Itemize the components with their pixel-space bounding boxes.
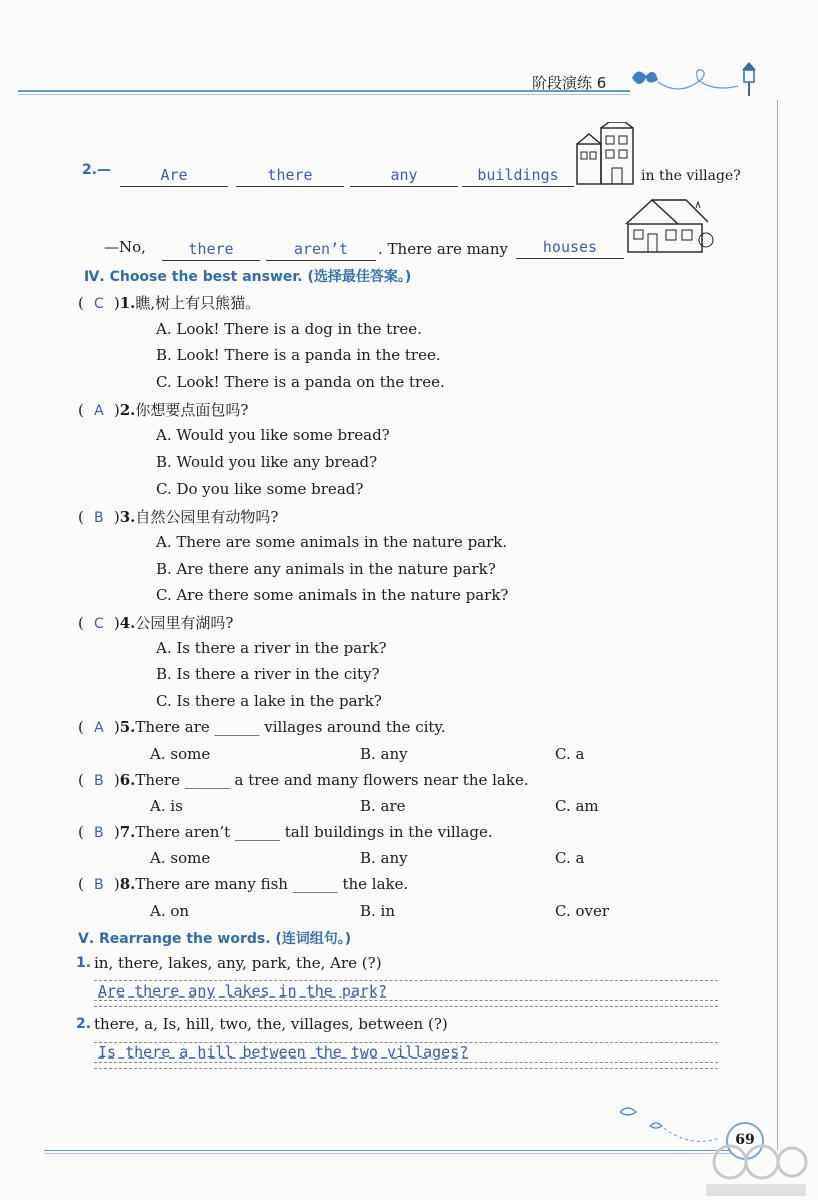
question-row-8: ( B )8.There are many fish ______ the lake. <box>78 875 409 893</box>
option-8a: A. on <box>150 902 190 920</box>
question-row-2: ( A )2.你想要点面包吗? <box>78 401 249 419</box>
answer-6: B <box>94 773 104 789</box>
footer-rule <box>44 1150 734 1151</box>
rearrange-1-number: 1. <box>76 955 92 971</box>
question-2-number: 2.— <box>82 162 112 178</box>
option-8b: B. in <box>360 902 396 920</box>
option-5b: B. any <box>360 745 408 763</box>
page-header-title: 阶段演练 6 <box>532 74 607 92</box>
page-number: 69 <box>726 1122 764 1160</box>
answer-line-1c <box>94 1006 718 1007</box>
answer-8: B <box>94 877 104 893</box>
answer-line-1b <box>94 1000 718 1001</box>
question-row-1: ( C )1.瞧,树上有只熊猫。 <box>78 294 261 312</box>
watermark-logo-icon <box>700 1140 810 1200</box>
rearrange-1-words: in, there, lakes, any, park, the, Are (?) <box>94 954 382 972</box>
option-1b: B. Look! There is a panda in the tree. <box>156 346 441 364</box>
option-7b: B. any <box>360 849 408 867</box>
answer-5: A <box>94 720 104 736</box>
footer-rule-thin <box>44 1153 734 1154</box>
q2-mid-text: . There are many <box>378 240 508 258</box>
option-5c: C. a <box>555 745 585 763</box>
answer-3: B <box>94 510 104 526</box>
rearrange-2-number: 2. <box>76 1016 92 1032</box>
answer-1: C <box>93 296 104 312</box>
answer-line-2a <box>94 1042 718 1043</box>
question-row-5: ( A )5.There are ______ villages around the city. <box>78 718 446 736</box>
answer-line-2c <box>94 1068 718 1069</box>
option-1c: C. Look! There is a panda on the tree. <box>156 373 445 391</box>
butterfly-lamp-decoration-icon <box>628 56 768 100</box>
answer-line-2b <box>94 1062 718 1063</box>
answer-7: B <box>94 825 104 841</box>
answer-blank-arent: aren’t <box>266 240 376 261</box>
house-picture <box>622 196 714 256</box>
buildings-picture <box>575 122 637 186</box>
option-6c: C. am <box>555 797 599 815</box>
answer-blank-there: there <box>236 166 344 187</box>
answer-blank-there-2: there <box>162 240 260 261</box>
option-2b: B. Would you like any bread? <box>156 453 378 471</box>
option-1a: A. Look! There is a dog in the tree. <box>156 320 422 338</box>
rearrange-2-answer: Is there a hill between the two villages? <box>98 1043 469 1061</box>
rearrange-1-answer: Are there any lakes in the park? <box>98 982 387 1000</box>
question-row-6: ( B )6.There ______ a tree and many flowers near the lake. <box>78 771 529 789</box>
option-4c: C. Is there a lake in the park? <box>156 692 382 710</box>
section-4-title: Ⅳ. Choose the best answer. (选择最佳答案。) <box>84 269 412 285</box>
option-7a: A. some <box>150 849 211 867</box>
right-margin-rule <box>777 100 778 1150</box>
answer-blank-buildings: buildings <box>462 166 574 187</box>
option-6b: B. are <box>360 797 406 815</box>
q2-tail-text: in the village? <box>641 168 741 184</box>
q2-reply-prefix: —No, <box>104 238 146 256</box>
answer-blank-any: any <box>350 166 458 187</box>
question-row-7: ( B )7.There aren’t ______ tall buildings in the village. <box>78 823 493 841</box>
option-2a: A. Would you like some bread? <box>156 426 390 444</box>
option-3c: C. Are there some animals in the nature park? <box>156 586 509 604</box>
rearrange-2-words: there, a, Is, hill, two, the, villages, between (?) <box>94 1015 448 1033</box>
section-5-title: Ⅴ. Rearrange the words. (连词组句。) <box>78 931 352 947</box>
option-4a: A. Is there a river in the park? <box>156 639 387 657</box>
question-row-3: ( B )3.自然公园里有动物吗? <box>78 508 279 526</box>
answer-4: C <box>93 616 104 632</box>
answer-2: A <box>94 403 104 419</box>
option-2c: C. Do you like some bread? <box>156 480 364 498</box>
option-5a: A. some <box>150 745 211 763</box>
option-3b: B. Are there any animals in the nature park? <box>156 560 496 578</box>
answer-blank-houses: houses <box>516 238 624 259</box>
option-7c: C. a <box>555 849 585 867</box>
header-rule-thin <box>18 94 630 95</box>
answer-line-1a <box>94 980 718 981</box>
option-6a: A. is <box>150 797 183 815</box>
answer-blank-are: Are <box>120 166 228 187</box>
option-3a: A. There are some animals in the nature park. <box>156 533 508 551</box>
option-8c: C. over <box>555 902 610 920</box>
option-4b: B. Is there a river in the city? <box>156 665 380 683</box>
question-row-4: ( C )4.公园里有湖吗? <box>78 614 234 632</box>
